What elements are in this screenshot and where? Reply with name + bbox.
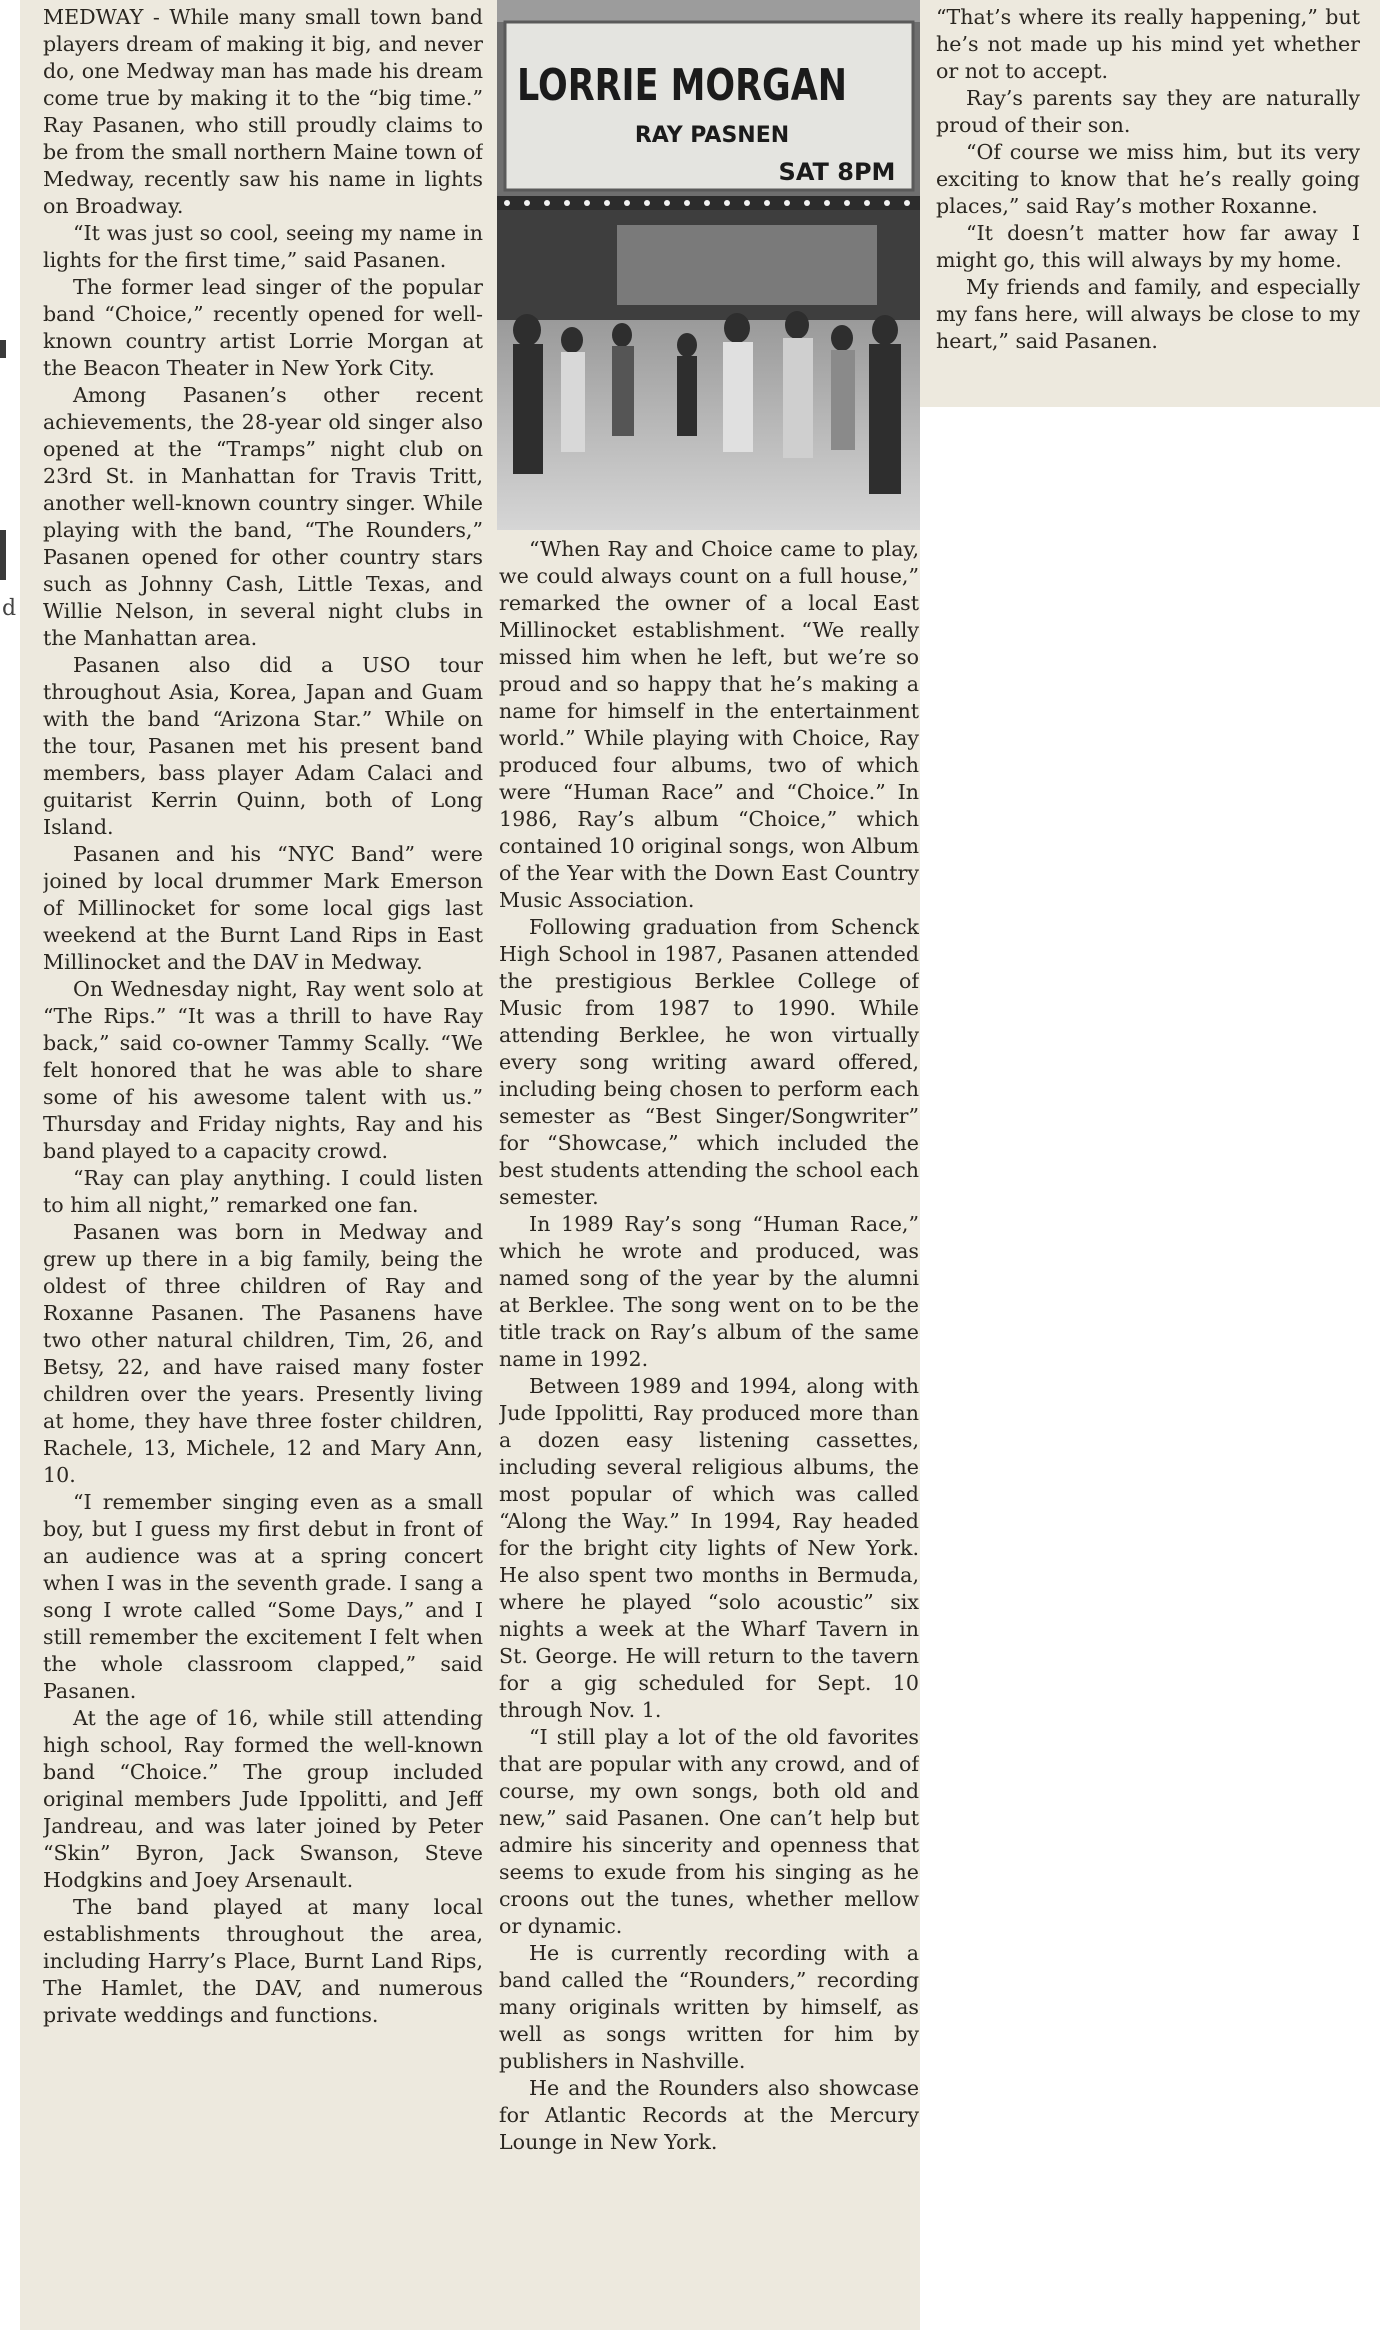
- paragraph: “That’s where its really happening,” but he’s not made up his mind yet whether or not to accept.: [936, 5, 1360, 83]
- paragraph: On Wednesday night, Ray went solo at “The Rips.” “It was a thrill to have Ray back,” said co-owner Tammy Scally. “We felt honored that he was able to share some of his awesome talent with us.” Thursday and Friday nights, Ray and his band played to a capacity crowd.: [43, 977, 483, 1163]
- article-column-1: [43, 4, 483, 2326]
- article-column-2: [499, 536, 919, 2326]
- marquee-time: SAT 8PM: [778, 158, 896, 186]
- paragraph: In 1989 Ray’s song “Human Race,” which he wrote and produced, was named song of the year by the alumni at Berklee. The song went on to be the title track on Ray’s album of the same name in 1992.: [499, 1212, 919, 1371]
- paragraph: At the age of 16, while still attending high school, Ray formed the well-known band “Choice.” The group included original members Jude Ippolitti, and Jeff Jandreau, and was later joined by Peter “Skin” Byron, Jack Swanson, Steve Hodgkins and Joey Arsenault.: [43, 1706, 483, 1892]
- paragraph: Pasanen was born in Medway and grew up there in a big family, being the oldest of three children of Ray and Roxanne Pasanen. The Pasanens have two other natural children, Tim, 26, and Betsy, 22, and have raised many foster children over the years. Presently living at home, they have three foster children, Rachele, 13, Michele, 12 and Mary Ann, 10.: [43, 1220, 483, 1487]
- paragraph: My friends and family, and especially my fans here, will always be close to my heart,” said Pasanen.: [936, 275, 1360, 353]
- paragraph: “Of course we miss him, but its very exciting to know that he’s really going places,” said Ray’s mother Roxanne.: [936, 140, 1360, 218]
- paragraph: “I still play a lot of the old favorites that are popular with any crowd, and of course, my own songs, both old and new,” said Pasanen. One can’t help but admire his sincerity and openness that seems to exude from his singing as he croons out the tunes, whether mellow or dynamic.: [499, 1725, 919, 1938]
- article-column-3: [936, 4, 1360, 404]
- paragraph: “When Ray and Choice came to play, we could always count on a full house,” remarked the owner of a local East Millinocket establishment. “We really missed him when he left, but we’re so proud and so happy that he’s making a name for himself in the entertainment world.” While playing with Choice, Ray produced four albums, two of which were “Human Race” and “Choice.” In 1986, Ray’s album “Choice,” which contained 10 original songs, won Album of the Year with the Down East Country Music Association.: [499, 537, 919, 912]
- margin-fragment-letter: d: [2, 596, 17, 621]
- paragraph: “It was just so cool, seeing my name in lights for the first time,” said Pasanen.: [43, 221, 483, 272]
- paragraph: Between 1989 and 1994, along with Jude Ippolitti, Ray produced more than a dozen easy listening cassettes, including several religious albums, the most popular of which was called “Along the Way.” In 1994, Ray headed for the bright city lights of New York. He also spent two months in Bermuda, where he played “solo acoustic” six nights a week at the Wharf Tavern in St. George. He will return to the tavern for a gig scheduled for Sept. 10 through Nov. 1.: [499, 1374, 919, 1722]
- newspaper-clipping-continuation: [920, 0, 1380, 407]
- paragraph: “I remember singing even as a small boy, but I guess my first debut in front of an audience was at a spring concert when I was in the seventh grade. I sang a song I wrote called “Some Days,” and I still remember the excitement I felt when the whole classroom clapped,” said Pasanen.: [43, 1490, 483, 1703]
- paragraph: “Ray can play anything. I could listen to him all night,” remarked one fan.: [43, 1166, 483, 1217]
- paragraph: He is currently recording with a band called the “Rounders,” recording many originals written by himself, as well as songs written for him by publishers in Nashville.: [499, 1941, 919, 2073]
- paragraph: The band played at many local establishments throughout the area, including Harry’s Place, Burnt Land Rips, The Hamlet, the DAV, and numerous private weddings and functions.: [43, 1895, 483, 2027]
- newspaper-clipping-main: [20, 0, 920, 2330]
- marquee-opener: RAY PASNEN: [634, 123, 790, 148]
- scan-edge-mark-lower: [0, 530, 6, 580]
- paragraph: Pasanen and his “NYC Band” were joined by local drummer Mark Emerson of Millinocket for some local gigs last weekend at the Burnt Land Rips in East Millinocket and the DAV in Medway.: [43, 842, 483, 974]
- paragraph: Among Pasanen’s other recent achievements, the 28-year old singer also opened at the “Tramps” night club on 23rd St. in Manhattan for Travis Tritt, another well-known country singer. While playing with the band, “The Rounders,” Pasanen opened for other country stars such as Johnny Cash, Little Texas, and Willie Nelson, in several night clubs in the Manhattan area.: [43, 383, 483, 650]
- paragraph: “It doesn’t matter how far away I might go, this will always by my home.: [936, 221, 1360, 272]
- paragraph: MEDWAY - While many small town band players dream of making it big, and never do, one Medway man has made his dream come true by making it to the “big time.” Ray Pasanen, who still proudly claims to be from the small northern Maine town of Medway, recently saw his name in lights on Broadway.: [43, 5, 483, 218]
- marquee-headliner: LORRIE MORGAN: [517, 60, 847, 111]
- paragraph: He and the Rounders also showcase for Atlantic Records at the Mercury Lounge in New York.: [499, 2076, 919, 2154]
- paragraph: Following graduation from Schenck High School in 1987, Pasanen attended the prestigious Berklee College of Music from 1987 to 1990. While attending Berklee, he won virtually every song writing award offered, including being chosen to perform each semester as “Best Singer/Songwriter” for “Showcase,” which included the best students attending the school each semester.: [499, 915, 919, 1209]
- paragraph: Pasanen also did a USO tour throughout Asia, Korea, Japan and Guam with the band “Arizona Star.” While on the tour, Pasanen met his present band members, bass player Adam Calaci and guitarist Kerrin Quinn, both of Long Island.: [43, 653, 483, 839]
- paragraph: The former lead singer of the popular band “Choice,” recently opened for well-known country artist Lorrie Morgan at the Beacon Theater in New York City.: [43, 275, 483, 380]
- scan-edge-mark-upper: [0, 340, 6, 358]
- theater-marquee-photo: [497, 0, 920, 530]
- paragraph: Ray’s parents say they are naturally proud of their son.: [936, 86, 1360, 137]
